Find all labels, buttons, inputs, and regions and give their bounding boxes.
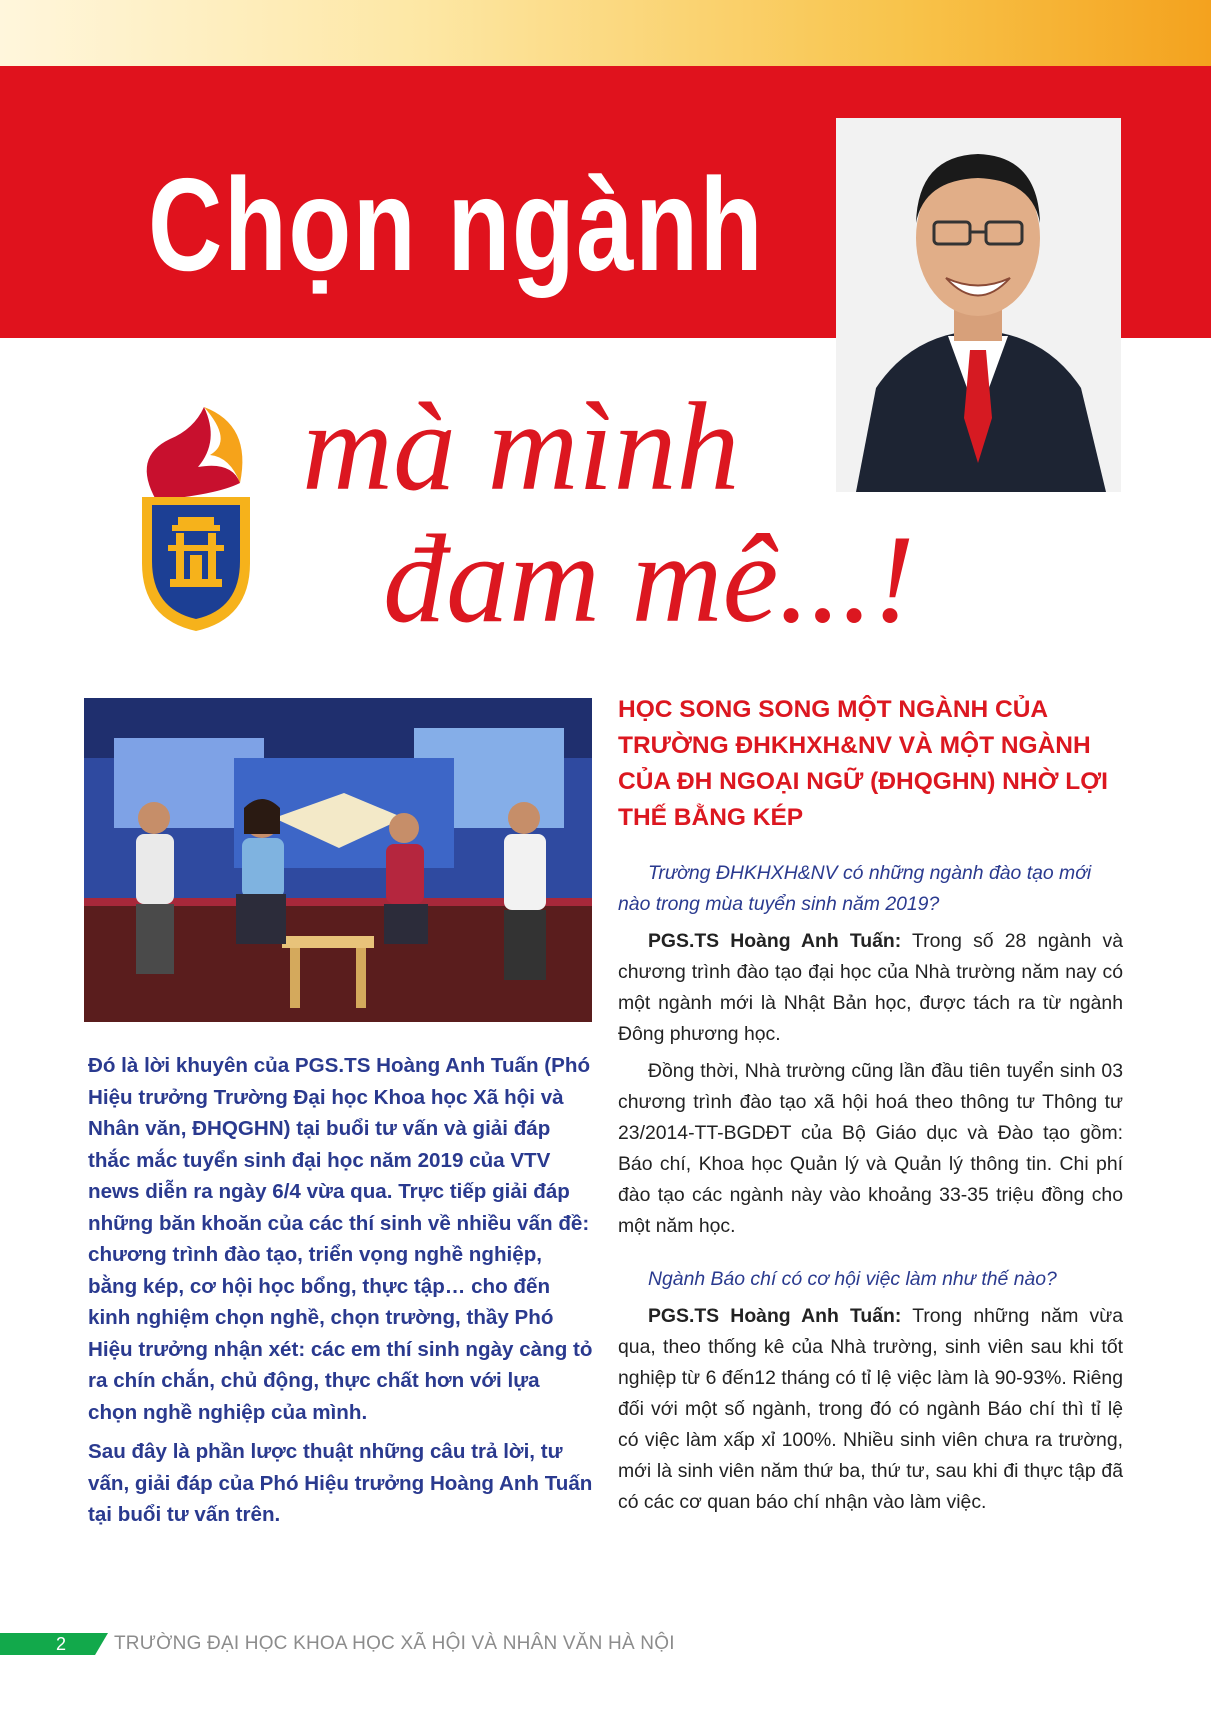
intro-paragraph-2: Sau đây là phần lược thuật những câu trả lời, tư vấn, giải đáp của Phó Hiệu trưởng Hoàng Anh Tuấn tại buổi tư vấn trên. xyxy=(88,1440,593,1526)
answer-1 xyxy=(618,926,1123,1050)
studio-photo xyxy=(84,698,592,1022)
speaker-label: PGS.TS Hoàng Anh Tuấn: xyxy=(648,930,902,952)
answer-2-text: Trong những năm vừa qua, theo thống kê của Nhà trường, sinh viên sau khi tốt nghiệp từ 6 đến12 tháng có tỉ lệ việc làm là 90-93%. Riêng đối với một số ngành, trong đó có ngành Báo chí thì tỉ lệ có việc làm xấp xỉ 100%. Nhiều sinh viên chưa ra trường, mới là sinh viên năm thứ ba, thứ tư, sau khi đi thực tập đã có các cơ quan báo chí nhận vào làm việc. xyxy=(618,1305,1124,1513)
university-logo xyxy=(112,405,272,635)
title-main: Chọn ngành xyxy=(148,151,765,298)
answer-2 xyxy=(618,1301,1123,1518)
footer-university-name: TRƯỜNG ĐẠI HỌC KHOA HỌC XÃ HỘI VÀ NHÂN VĂN HÀ NỘI xyxy=(114,1633,675,1654)
section-heading: HỌC SONG SONG MỘT NGÀNH CỦA TRƯỜNG ĐHKHXH&NV VÀ MỘT NGÀNH CỦA ĐH NGOẠI NGỮ (ĐHQGHN) NHỜ LỢI THẾ BẰNG KÉP xyxy=(618,696,1108,831)
answer-1-text: Trong số 28 ngành và chương trình đào tạo đại học của Nhà trường năm nay có một ngành mới là Nhật Bản học, được tách ra từ ngành Đông phương học. xyxy=(618,930,1123,1045)
title-script-line2: đam mê...! xyxy=(383,510,915,649)
page-number: 2 xyxy=(56,1634,67,1654)
intro-text xyxy=(88,1050,593,1539)
top-gradient-bar xyxy=(0,0,1211,66)
intro-paragraph-1: Đó là lời khuyên của PGS.TS Hoàng Anh Tuấn (Phó Hiệu trưởng Trường Đại học Khoa học Xã hội và Nhân văn, ĐHQGHN) tại buổi tư vấn và giải đáp thắc mắc tuyển sinh đại học năm 2019 của VTV news diễn ra ngày 6/4 vừa qua. Trực tiếp giải đáp những băn khoăn của các thí sinh về nhiều vấn đề: chương trình đào tạo, triển vọng nghề nghiệp, bằng kép, cơ hội học bổng, thực tập… cho đến kinh nghiệm chọn nghề, chọn trường, thầy Phó Hiệu trưởng nhận xét: các em thí sinh ngày càng tỏ ra chín chắn, chủ động, thực chất hơn với lựa chọn nghề nghiệp của mình. xyxy=(88,1054,593,1424)
question-1: Trường ĐHKHXH&NV có những ngành đào tạo mới nào trong mùa tuyển sinh năm 2019? xyxy=(618,862,1092,915)
qa-column xyxy=(618,858,1123,1524)
speaker-label: PGS.TS Hoàng Anh Tuấn: xyxy=(648,1305,902,1327)
footer-page-marker xyxy=(0,1633,108,1655)
answer-1-continued: Đồng thời, Nhà trường cũng lần đầu tiên tuyển sinh 03 chương trình đào tạo xã hội hoá theo thông tư Thông tư 23/2014-TT-BGDĐT của Bộ Giáo dục và Đào tạo gồm: Báo chí, Khoa học Quản lý và Quản lý thông tin. Chi phí đào tạo các ngành này vào khoảng 33-35 triệu đồng cho một năm học. xyxy=(618,1060,1123,1237)
question-2: Ngành Báo chí có cơ hội việc làm như thế nào? xyxy=(648,1268,1057,1290)
title-script-line1: mà mình xyxy=(302,378,740,517)
portrait-photo xyxy=(836,118,1121,492)
